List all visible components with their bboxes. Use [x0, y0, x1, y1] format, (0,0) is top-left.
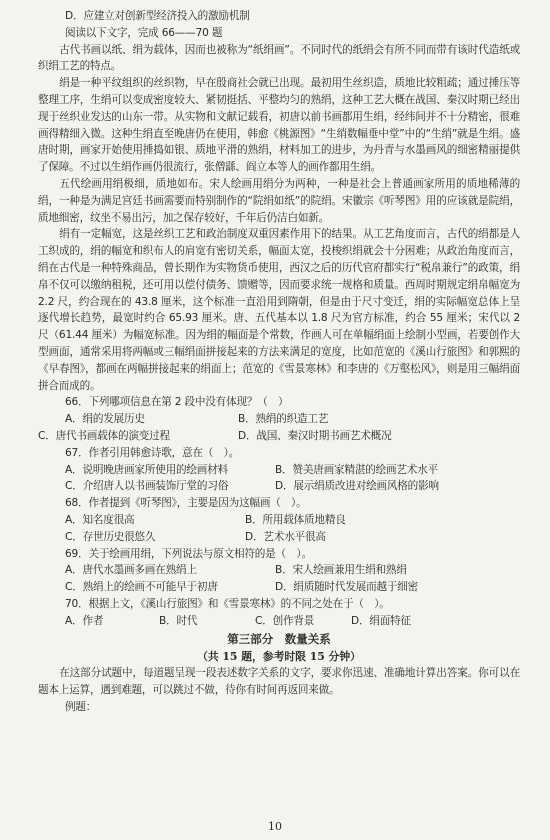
question-stem: 69．关于绘画用绢，下列说法与原文相符的是（ ）。 [65, 547, 312, 560]
page-number: 10 [268, 820, 282, 833]
option-a[interactable]: A．绢的发展历史 [65, 413, 145, 426]
option-c[interactable]: C．介绍唐人以书画装饰厅堂的习俗 [65, 480, 229, 493]
option-row [38, 613, 520, 630]
question-stem: 67．作者引用韩愈诗歌，意在（ ）。 [65, 446, 240, 459]
option-b[interactable]: B．宋人绘画兼用生绢和熟绢 [275, 564, 407, 577]
option-row [38, 478, 520, 495]
question-stem: 70．根据上文，《溪山行旅图》和《雪景寒林》的不同之处在于（ ）。 [65, 597, 390, 610]
reading-passage [38, 42, 520, 395]
option-row [38, 512, 520, 529]
question-69 [38, 546, 520, 596]
passage-paragraph: 古代书画以纸、绢为载体，因而也被称为“纸绢画”。不同时代的纸绢会有所不同而带有该时代造纸或织绢工艺的特点。 [38, 43, 520, 73]
question-68 [38, 495, 520, 545]
option-row [38, 579, 520, 596]
example-label: 例题： [65, 701, 97, 714]
option-d[interactable]: D．绢面特征 [351, 614, 411, 627]
passage-paragraph: 五代绘画用绢极细，质地如布。宋人绘画用绢分为两种，一种是社会上普通画家所用的质地稀薄的绢，一种是为满足宫廷书画需要而特别制作的“院绢如纸”的院绢。宋徽宗《听琴图》用的应该就是院绢，质地细密，纹坐不易出污，加之保存较好，千年后仍洁白如新。 [38, 177, 520, 224]
question-67 [38, 445, 520, 495]
option-row [38, 529, 520, 546]
previous-question-option: D．应建立对创新型经济投入的激励机制 [65, 10, 250, 22]
passage-paragraph: 绢是一种平纹组织的丝织物，早在殷商社会就已出现。最初用生丝织造，质地比较粗疏；通过捶压等整理工序，生绢可以变成密度较大、紧韧挺括、平整均匀的熟绢，这种工艺大概在战国、秦汉时期已经出现于丝织业发达的山东一带。从实物和文献记载看，初唐以前书画都用生绢，经纬间并不十分精密，很难画得精细入微。这种生绢直至晚唐仍在使用，韩愈《桃源图》“生绡数幅垂中堂”中的“生绡”就是生绢。盛唐时期，画家开始使用捶捣如银、质地平滑的熟绢，材料加工的进步，为丹青与水墨画风的细密精丽提供了保障。不过以生绢作画仍很流行，张僧繇、阎立本等人的画作都用生绢。 [38, 77, 520, 174]
option-a[interactable]: A．说明晚唐画家所使用的绘画材料 [65, 463, 228, 476]
section-header [38, 630, 520, 665]
option-row [38, 562, 520, 579]
reading-instruction: 阅读以下文字，完成 66——70 题 [65, 26, 223, 39]
question-stem: 66．下列哪项信息在第 2 段中没有体现？（ ） [65, 396, 289, 409]
option-row [38, 462, 520, 479]
option-b[interactable]: B．所用载体质地精良 [245, 513, 346, 526]
option-b[interactable]: B．赞美唐画家精湛的绘画艺术水平 [275, 463, 438, 476]
option-b[interactable]: B．熟绢的织造工艺 [238, 413, 329, 426]
option-c[interactable]: C．熟绢上的绘画不可能早于初唐 [65, 581, 218, 594]
option-b[interactable]: B．时代 [159, 614, 198, 627]
question-70 [38, 596, 520, 630]
question-list [38, 394, 520, 629]
option-a[interactable]: A．知名度很高 [65, 513, 135, 526]
option-c[interactable]: C．创作背景 [255, 614, 315, 627]
option-d[interactable]: D．展示绢质改进对绘画风格的影响 [275, 480, 439, 493]
option-d[interactable]: D．绢质随时代发展而越于细密 [275, 581, 419, 594]
option-d[interactable]: D．艺术水平很高 [245, 530, 326, 543]
option-row [38, 428, 520, 445]
option-a[interactable]: A．作者 [65, 614, 104, 627]
option-row [38, 411, 520, 428]
option-a[interactable]: A．唐代水墨画多画在熟绢上 [65, 564, 197, 577]
section-instructions: 在这部分试题中，每道题呈现一段表述数字关系的文字，要求你迅速、准确地计算出答案。你可以在题本上运算，遇到难题，可以跳过不做，待你有时间再返回来做。 [38, 667, 520, 697]
question-66 [38, 394, 520, 444]
option-d[interactable]: D．战国、秦汉时期书画艺术概况 [238, 429, 392, 442]
question-stem: 68．作者提到《听琴图》，主要是因为这幅画（ ）。 [65, 497, 307, 510]
option-c[interactable]: C．存世历史很悠久 [65, 530, 156, 543]
passage-paragraph: 绢有一定幅宽，这是丝织工艺和政治制度双重因素作用下的结果。从工艺角度而言，古代的绢都是人工织成的，绢的幅宽和织布人的肩宽有密切关系，幅面太宽，投梭织绢就会十分困难；从政治角度而言，绢在古代是一种特殊商品，曾长期作为实物货币使用，西汉之后的历代官府都实行“税帛兼行”的政策，绢帛不仅可以缴纳租税，还可用以偿付债务、馈赠等，因而要求统一规格和质量。西周时期规定绢帛幅宽为 2.2 尺，约合现在的 43.8 厘米，这个标准一直沿用到隋朝，但是由于尺寸变迁，绢的实际幅宽总体上呈逐代增长趋势，最宽时约合 65.93 厘米。唐、五代基本以 1.8 尺为官方标准，约合 55 厘米；宋代以 2 尺（61.44 厘米）为幅宽标准。因为绢的幅面是个常数，作画人可在单幅绢面上绘制小型画，若要创作大型画面，通常采用将两幅或三幅绢面拼接起来的方法来满足的宽度，比如范宽的《溪山行旅图》和郭熙的《早春图》，都画在两幅拼接起来的绢面上；范宽的《雪景寒林》和李唐的《万壑松风》，则是用三幅绢面拼合而成的。 [38, 228, 520, 392]
section-subtitle: （共 15 题，参考时限 15 分钟） [197, 650, 361, 664]
option-c[interactable]: C．唐代书画载体的演变过程 [38, 429, 170, 442]
section-title: 第三部分 数量关系 [227, 632, 331, 647]
